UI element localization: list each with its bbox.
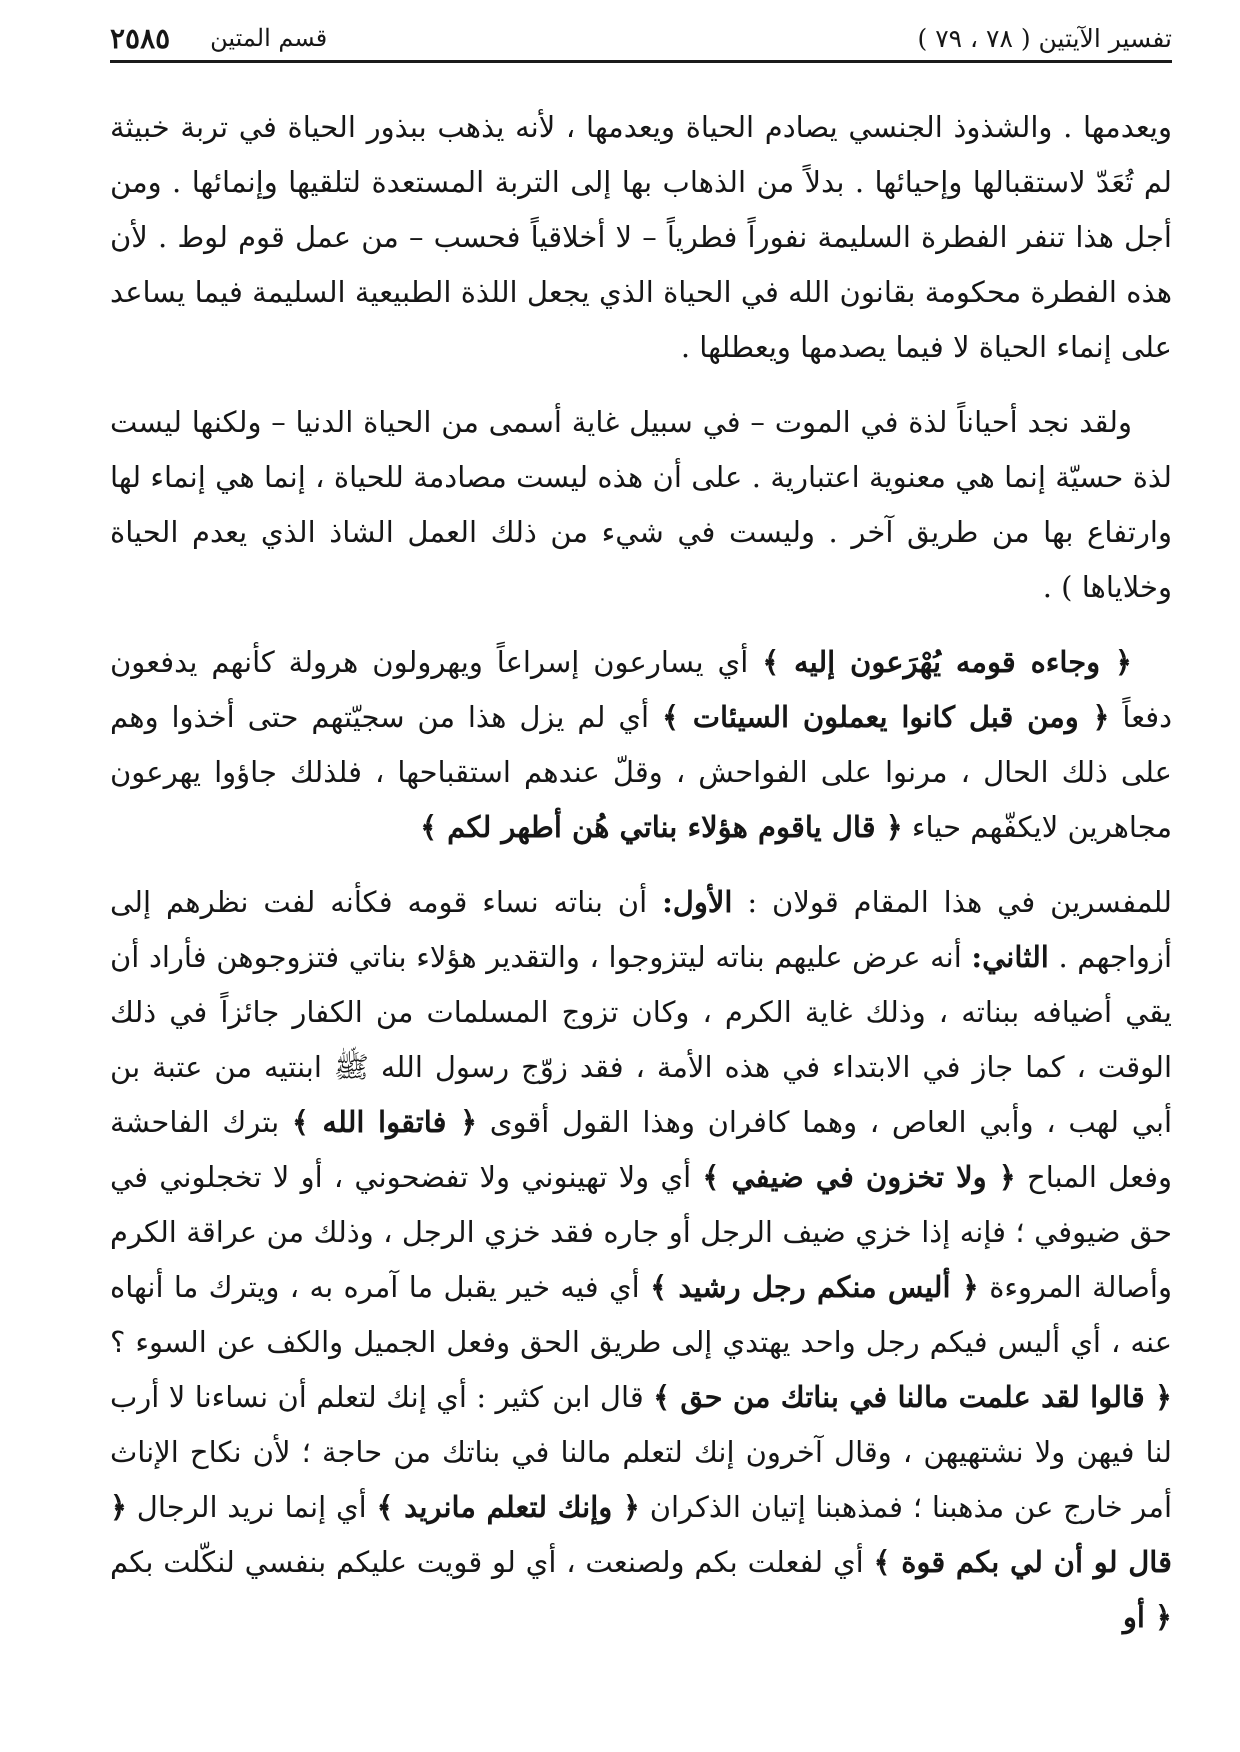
page-number: ٢٥٨٥ [110,21,171,55]
paragraph [110,100,1172,375]
quran-verse: ﴿ وجاءه قومه يُهْرَعون إليه ﴾ [762,645,1132,679]
list-term: الأول: [662,885,733,919]
quran-verse: ﴿ وإنك لتعلم مانريد ﴾ [376,1490,640,1524]
text-run: بترك الفاحشة وفعل المباح [110,1105,1172,1194]
running-title: تفسير الآيتين ( ٧٨ ، ٧٩ ) [917,23,1172,53]
text-run: أي إنما نريد الرجال [127,1490,377,1524]
text-run: للمفسرين في هذا المقام قولان : [732,885,1172,919]
quran-verse: ﴿ أو [1122,1600,1172,1634]
body-text [110,100,1172,1645]
text-run: أي يسارعون إسراعاً ويهرولون هرولة كأنهم يدفعون دفعاً [110,645,1172,734]
paragraph [110,395,1172,615]
quran-verse: ﴿ ولا تخزون في ضيفي ﴾ [702,1160,1016,1194]
paragraph [110,635,1172,855]
text-run: أي لم يزل هذا من سجيّتهم حتى أخذوا وهم على ذلك الحال ، مرنوا على الفواحش ، وقلّ عندهم استقباحها ، فلذلك جاؤوا يهرعون مجاهرين لايكفّهم حياء [110,700,1172,844]
text-run: أي ولا تهينوني ولا تفضحوني ، أو لا تخجلوني في حق ضيوفي ؛ فإنه إذا خزي ضيف الرجل أو جاره فقد خزي الرجل ، وذلك من عراقة الكرم وأصالة المروءة [110,1160,1172,1304]
part-name: قسم المتين [210,24,328,52]
quran-verse: ﴿ فاتقوا الله ﴾ [291,1105,478,1139]
running-header [110,16,1172,63]
quran-verse: ﴿ قال لو أن لي بكم قوة ﴾ [110,1490,1172,1579]
quran-verse: ﴿ قال ياقوم هؤلاء بناتي هُن أطهر لكم ﴾ [420,810,903,844]
text-run: قال ابن كثير : أي إنك لتعلم أن نساءنا لا أرب لنا فيهن ولا نشتهيهن ، وقال آخرون إنك لتعلم مالنا في بناتك من حاجة ؛ لأن نكاح الإناث أمر خارج عن مذهبنا ؛ فمذهبنا إتيان الذكران [110,1380,1173,1524]
text-run: أي لفعلت بكم ولصنعت ، أي لو قويت عليكم بنفسي لنكّلت بكم [110,1545,874,1579]
list-term: الثاني: [971,940,1049,974]
text-run: ويعدمها . والشذوذ الجنسي يصادم الحياة ويعدمها ، لأنه يذهب ببذور الحياة في تربة خبيثة لم تُعَدّ لاستقبالها وإحيائها . بدلاً من الذهاب بها إلى التربة المستعدة لتلقيها وإنمائها . ومن أجل هذا تنفر الفطرة السليمة نفوراً فطرياً – لا أخلاقياً فحسب – من عمل قوم لوط . لأن هذه الفطرة محكومة بقانون الله في الحياة الذي يجعل اللذة الطبيعية السليمة فيما يساعد على إنماء الحياة لا فيما يصدمها ويعطلها . [110,110,1172,364]
text-run: ولقد نجد أحياناً لذة في الموت – في سبيل غاية أسمى من الحياة الدنيا – ولكنها ليست لذة حسيّة إنما هي معنوية اعتبارية . على أن هذه ليست مصادمة للحياة ، إنما هي إنماء لها وارتفاع بها من طريق آخر . وليست في شيء من ذلك العمل الشاذ الذي يعدم الحياة وخلاياها ) . [110,405,1172,604]
text-run: أن بناته نساء قومه فكأنه لفت نظرهم إلى أزواجهم . [110,885,1172,974]
quran-verse: ﴿ قالوا لقد علمت مالنا في بناتك من حق ﴾ [653,1380,1173,1414]
text-run: أنه عرض عليهم بناته ليتزوجوا ، والتقدير هؤلاء بناتي فتزوجوهن فأراد أن يقي أضيافه ببناته ، وذلك غاية الكرم ، وكان تزوج المسلمات من الكفار جائزاً في ذلك الوقت ، كما جاز في الابتداء في هذه الأمة ، فقد زوّج رسول الله ﷺ ابنتيه من عتبة بن أبي لهب ، وأبي العاص ، وهما كافران وهذا القول أقوى [110,940,1173,1139]
quran-verse: ﴿ أليس منكم رجل رشيد ﴾ [650,1270,979,1304]
text-run: أي فيه خير يقبل ما آمره به ، ويترك ما أنهاه عنه ، أي أليس فيكم رجل واحد يهتدي إلى طريق الحق وفعل الجميل والكف عن السوء ؟ [110,1270,1172,1359]
quran-verse: ﴿ ومن قبل كانوا يعملون السيئات ﴾ [661,700,1110,734]
header-left-group [110,22,327,55]
paragraph [110,875,1172,1645]
